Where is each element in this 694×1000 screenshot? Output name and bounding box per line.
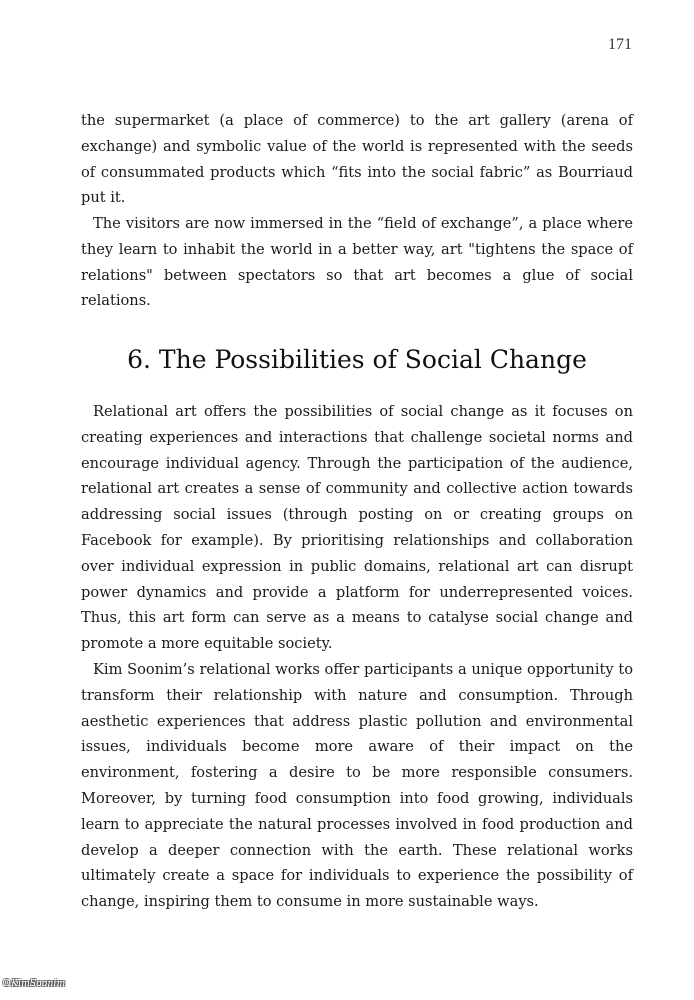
section-heading: 6. The Possibilities of Social Change bbox=[127, 345, 587, 374]
body-paragraph: Relational art offers the possibilities of social change as it focuses on creating experiences and interactions that challenge societal norms and encourage individual agency. Through the participation of the audience, relational art creates a sense of community and collective action towards addressing social issues (through posting on or creating groups on Facebook for example). By prioritising relationships and collaboration over individual expression in public domains, relational art can disrupt power dynamics and provide a platform for underrepresented voices. Thus, this art form can serve as a means to catalyse social change and promote a more equitable society. bbox=[81, 403, 633, 653]
body-paragraph: the supermarket (a place of commerce) to the art gallery (arena of exchange) and symbolic value of the world is represented with the seeds of consummated products which “fits into the social fabric” as Bourriaud put it. bbox=[81, 112, 633, 207]
body-paragraph: The visitors are now immersed in the “field of exchange”, a place where they learn to inhabit the world in a better way, art "tightens the space of relations" between spectators so that art becomes a glue of social relations. bbox=[81, 215, 633, 310]
page-number: 171 bbox=[608, 36, 632, 53]
copyright-watermark: ©KimSoonim bbox=[2, 979, 66, 989]
body-paragraph: Kim Soonim’s relational works offer participants a unique opportunity to transform their relationship with nature and consumption. Through aesthetic experiences that address plastic pollution and environmental issues, individuals become more aware of their impact on the environment, fostering a desire to be more responsible consumers. Moreover, by turning food consumption into food growing, individuals learn to appreciate the natural processes involved in food production and develop a deeper connection with the earth. These relational works ultimately create a space for individuals to experience the possibility of change, inspiring them to consume in more sustainable ways. bbox=[81, 661, 633, 911]
